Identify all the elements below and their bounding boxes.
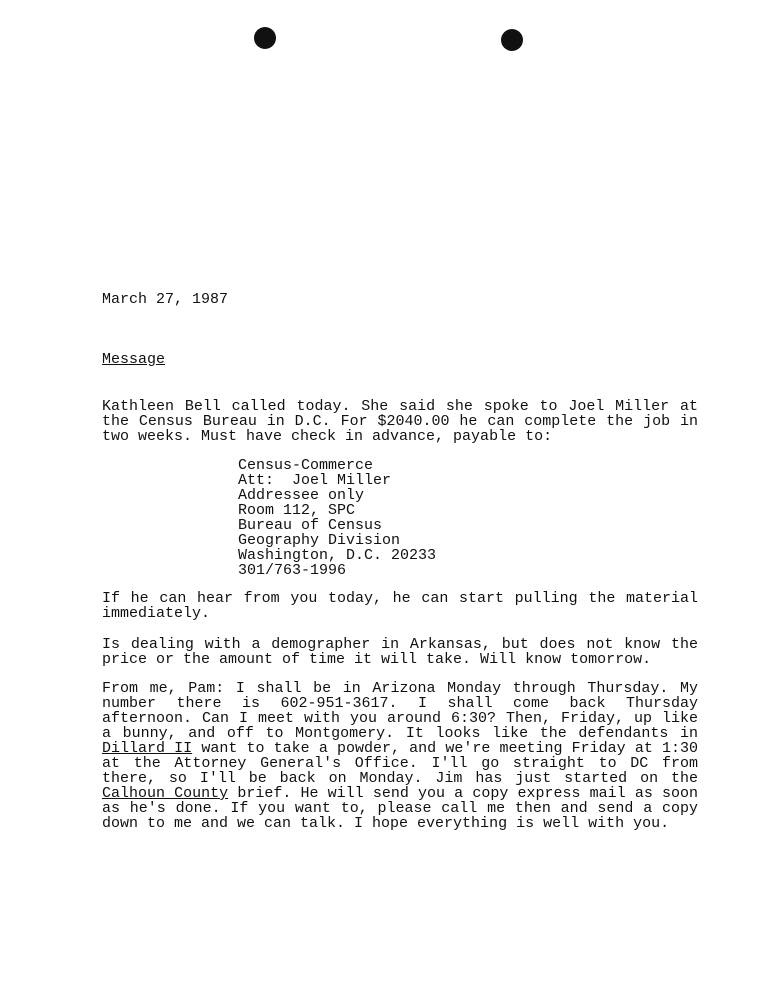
paragraph-start-material: If he can hear from you today, he can start pulling the material immediately. [102,590,698,622]
address-line: Geography Division [238,532,401,549]
brief-name-underlined: Calhoun County [102,785,229,802]
paragraph-demographer: Is dealing with a demographer in Arkansas, but does not know the price or the amount of time it will take. Will know tomorrow. [102,636,698,668]
address-line: Att: Joel Miller [238,472,392,489]
payee-address-block [238,458,768,578]
paragraph-from-pam [102,681,698,831]
case-name-underlined: Dillard II [102,740,193,757]
letter-date: March 27, 1987 [102,291,229,308]
address-line: Room 112, SPC [238,502,356,519]
message-heading: Message [102,351,166,368]
punch-hole-right [501,29,523,51]
address-line: 301/763-1996 [238,562,347,579]
address-line: Bureau of Census [238,517,383,534]
address-line: Addressee only [238,487,365,504]
paragraph-call-summary: Kathleen Bell called today. She said she spoke to Joel Miller at the Census Bureau in D.C. For $2040.00 he can complete the job in two weeks. Must have check in advance, payable to: [102,398,698,445]
paragraph-text: From me, Pam: I shall be in Arizona Monday through Thursday. My number there is 602-951-3617. I shall come back Thursday afternoon. Can I meet with you around 6:30? Then, Friday, up like a bunny, and off to Montgomery. It looks like the defendants in [102,680,698,742]
address-line: Census-Commerce [238,457,374,474]
address-line: Washington, D.C. 20233 [238,547,437,564]
paragraph-text: brief. He will send you a copy express mail as soon as he's done. If you want to, please call me then and send a copy down to me and we can talk. I hope everything is well with you. [102,785,698,832]
punch-hole-left [254,27,276,49]
paragraph-text: want to take a powder, and we're meeting Friday at 1:30 at the Attorney General's Office. I'll go straight to DC from there, so I'll be back on Monday. Jim has just started on the [102,740,699,787]
